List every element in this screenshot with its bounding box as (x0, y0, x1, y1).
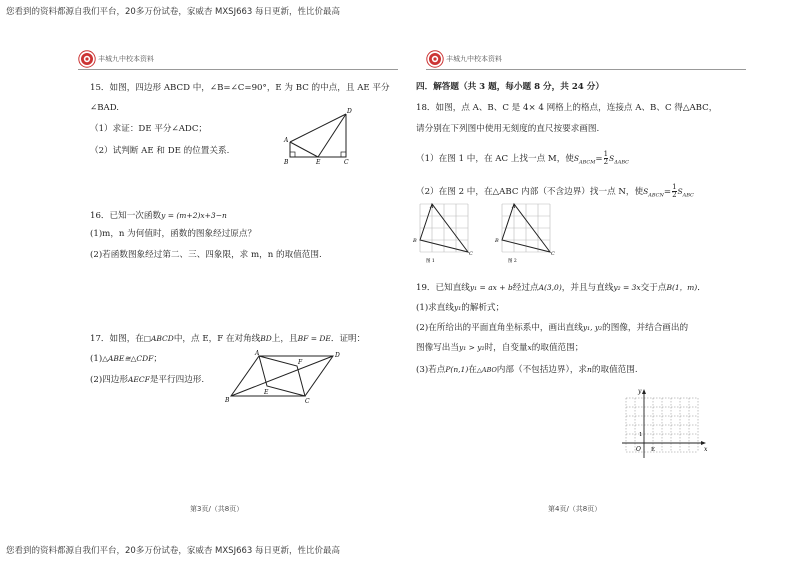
q15-line1: 15．如图，四边形 ABCD 中，∠B=∠C=90°，E 为 BC 的中点，且 AE 平分 (90, 83, 390, 93)
q19-line1 (416, 282, 706, 294)
q19-y2: y₂ = 3x (613, 283, 641, 292)
q15-label-a: A (284, 137, 289, 144)
q19-y1: y₁ = ax + b (469, 283, 513, 292)
q17-p1c: ； (153, 354, 162, 364)
q18-eq2: = (663, 187, 672, 197)
q17-label-e: E (264, 389, 269, 396)
q17-tail: ．证明： (330, 334, 366, 344)
q19-ptb: B(1，m) (666, 283, 698, 292)
fig1-label-c: C (469, 251, 473, 257)
q17-mid1: 中，点 E，F 在对角线 (173, 334, 261, 344)
q17-label-a: A (255, 350, 260, 357)
q18-s2-sub: ΔABC (614, 159, 630, 166)
q15-label-b: B (284, 159, 289, 166)
q19-p3c: 在 (468, 365, 477, 375)
school-name: 丰城九中校本资料 (98, 55, 154, 63)
q19-p2a: (2)在所给出的平面直角坐标系中，画出直线 (416, 323, 583, 333)
q16-lead: 16．已知一次函数 (90, 211, 162, 221)
q16-part2: (2)若函数图象经过第二、三、四象限，求 m，n 的取值范围. (90, 250, 322, 260)
q18-s3: S (643, 187, 649, 196)
q18-eq1: = (595, 154, 603, 164)
section-title: 四．解答题（共 3 题，每小题 8 分，共 24 分） (416, 82, 604, 92)
header-rule (78, 69, 398, 70)
q18-frac2-den: 2 (672, 191, 677, 199)
q18-s1-sub: ABCM (579, 159, 596, 166)
q17-label-b: B (225, 397, 230, 404)
q17-p2b: AECF (127, 375, 150, 384)
q19-p2h: 的取值范围； (531, 343, 584, 353)
q19-p1b: y₁ (453, 303, 462, 312)
q17-p2c: 是平行四边形. (149, 375, 205, 385)
q19-p2d: 图像写出当 (416, 343, 459, 353)
q15-part1: （1）求证：DE 平分∠ADC； (90, 124, 207, 134)
q18-s4: S (677, 187, 683, 196)
q19-pta: A(3,0) (538, 283, 562, 292)
q17-figure (225, 348, 345, 404)
q19-p2g: x (527, 343, 532, 352)
q18-line2: 请分别在下列图中使用无刻度的直尺按要求画图. (416, 124, 600, 134)
fig1-caption: 图 1 (426, 259, 435, 264)
axis-label-origin: O (636, 446, 641, 453)
q19-p3f: n (587, 365, 592, 374)
q17-line1 (90, 333, 365, 345)
q16-part1: (1)m，n 为何值时，函数的图象经过原点？ (90, 229, 257, 239)
q17-p1a: (1) (90, 354, 103, 364)
q18-s1: S (573, 154, 580, 163)
q17-par: □ABCD (143, 334, 174, 343)
q19-p1c: 的解析式； (461, 303, 505, 313)
q17-label-f: F (298, 359, 303, 366)
q19-p1a: (1)求直线 (416, 303, 454, 313)
fig1-label-a: A (430, 204, 434, 210)
fig2-caption: 图 2 (508, 259, 517, 264)
q16-line1 (90, 210, 227, 222)
q19-p2e: y₁ > y₂ (458, 343, 485, 352)
fig2-label-b: B (495, 238, 499, 244)
q17-lead: 17．如图，在 (90, 334, 144, 344)
q19-part2 (416, 322, 688, 334)
q17-part2 (90, 374, 204, 386)
q15-line2: ∠BAD. (90, 103, 120, 113)
q17-label-d: D (335, 352, 340, 359)
school-seal-icon (78, 50, 96, 68)
q18-part1 (416, 151, 629, 169)
left-page-footer: 第3页/（共8页） (190, 505, 244, 513)
q18-p1-text: （1）在图 1 中，在 AC 上找一点 M，使 (416, 154, 574, 164)
q15-label-e: E (316, 159, 321, 166)
axis-label-y: y (638, 388, 642, 395)
q17-label-c: C (305, 398, 310, 404)
q19-p2b: y₁, y₂ (582, 323, 603, 332)
q19-coordinate-grid (618, 386, 710, 466)
axis-label-one: 1 (639, 432, 643, 438)
q18-frac2 (672, 184, 676, 199)
q19-p2f: 时，自变量 (484, 343, 528, 353)
q17-p1b: △ABE≅△CDF (102, 354, 154, 363)
q18-s3-sub: ABCN (648, 192, 664, 199)
q19-part2-cont (416, 342, 583, 354)
q19-mid3: 交于点 (640, 283, 667, 293)
bottom-banner: 您看到的资料都源自我们平台，20多万份试卷，家威杏 MXSJ663 每日更新，性比价最高 (6, 546, 341, 556)
right-page (400, 46, 756, 524)
q17-eq: BF = DE (297, 334, 331, 343)
q15-label-d: D (347, 108, 352, 115)
fig2-label-a: A (512, 204, 516, 210)
school-name: 丰城九中校本资料 (446, 55, 502, 63)
q17-part1 (90, 353, 162, 365)
top-banner: 您看到的资料都源自我们平台，20多万份试卷，家威杏 MXSJ663 每日更新，性比价最高 (6, 7, 341, 17)
q17-mid2: 上，且 (271, 334, 298, 344)
fig2-label-c: C (551, 251, 555, 257)
q18-line1: 18．如图，点 A、B、C 是 4× 4 网格上的格点，连接点 A、B、C 得△ABC， (416, 103, 718, 113)
q16-formula: y = (m+2)x+3−n (161, 211, 227, 220)
header-rule (426, 69, 746, 70)
q15-label-c: C (344, 159, 349, 166)
q19-part3 (416, 364, 638, 376)
q15-figure (280, 106, 360, 168)
q19-mid1: 经过点 (512, 283, 539, 293)
axis-label-x: x (704, 446, 708, 453)
q18-grid-figure-2 (492, 202, 558, 264)
q19-p3e: 内部（不包括边界），求 (496, 365, 588, 375)
q19-p2c: 的图像，并结合画出的 (602, 323, 689, 333)
q19-p3g: 的取值范围. (591, 365, 638, 375)
q15-part2: （2）试判断 AE 和 DE 的位置关系. (90, 146, 230, 156)
right-header (426, 50, 756, 68)
q19-tail: ． (697, 283, 706, 293)
q18-frac1 (604, 151, 608, 166)
fig1-label-b: B (413, 238, 417, 244)
q18-p2-text: （2）在图 2 中，在△ABC 内部（不含边界）找一点 N，使 (416, 187, 644, 197)
q18-s4-sub: ABC (682, 192, 694, 199)
q17-bd: BD (260, 334, 272, 343)
q19-part1 (416, 302, 504, 314)
left-page (52, 46, 408, 524)
school-seal-icon (426, 50, 444, 68)
axis-label-e: E (651, 447, 656, 453)
q17-p2a: (2)四边形 (90, 375, 128, 385)
q18-frac1-num: 1 (603, 150, 609, 158)
q19-p3a: (3)若点 (416, 365, 446, 375)
q19-mid2: ，并且与直线 (561, 283, 614, 293)
right-page-footer: 第4页/（共8页） (548, 505, 602, 513)
q18-frac2-num: 1 (672, 183, 677, 191)
q19-p3b: P(n,1) (445, 365, 469, 374)
q19-p3d: △ABO (476, 366, 497, 374)
q18-part2 (416, 184, 694, 202)
q18-frac1-den: 2 (603, 158, 609, 166)
q19-lead: 19．已知直线 (416, 283, 470, 293)
q18-s2: S (609, 154, 615, 163)
left-header (78, 50, 408, 68)
q18-grid-figure-1 (410, 202, 476, 264)
